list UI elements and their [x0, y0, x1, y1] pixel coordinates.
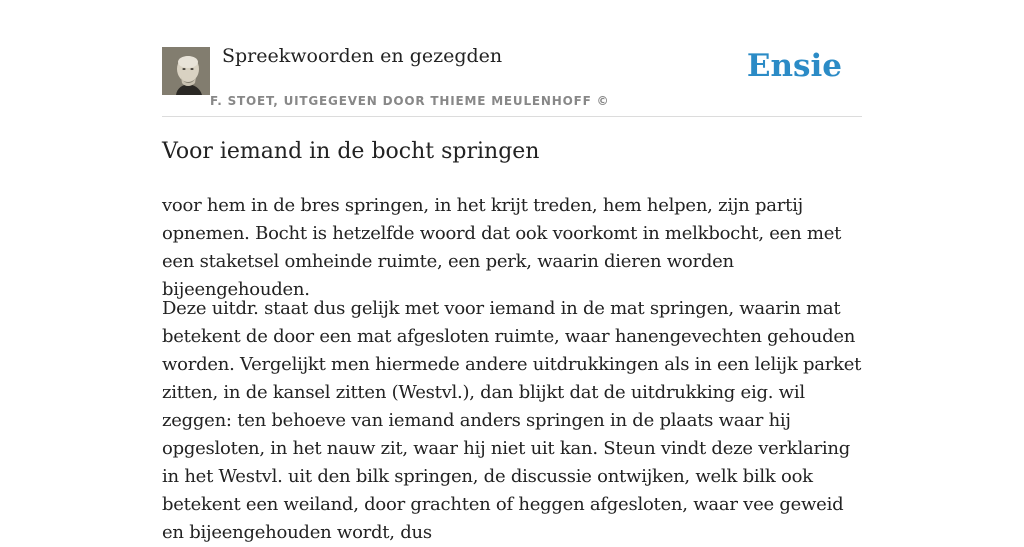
header	[162, 0, 862, 117]
portrait-image	[162, 47, 210, 95]
book-title[interactable]: Spreekwoorden en gezegden	[222, 45, 503, 67]
book-source: F. STOET, UITGEGEVEN DOOR THIEME MEULENHOFF ©	[210, 94, 610, 108]
ensie-logo[interactable]: Ensie	[746, 48, 842, 84]
author-avatar[interactable]	[162, 47, 210, 95]
entry-title: Voor iemand in de bocht springen	[162, 139, 540, 164]
content-container	[162, 0, 862, 543]
entry-paragraph: voor hem in de bres springen, in het krijt treden, hem helpen, zijn partij opnemen. Bocht is hetzelfde woord dat ook voorkomt in melkbocht, een met een staketsel omheinde ruimte, een perk, waarin dieren worden bijeengehouden.	[162, 195, 842, 300]
entry-paragraph: Deze uitdr. staat dus gelijk met voor iemand in de mat springen, waarin mat betekent de door een mat afgesloten ruimte, waar hanengevechten gehouden worden. Vergelijkt men hiermede andere uitdrukkingen als in een lelijk parket zitten, in de kansel zitten (Westvl.), dan blijkt dat de uitdrukking eig. wil zeggen: ten behoeve van iemand anders springen in de plaats waar hij opgesloten, in het nauw zit, waar hij niet uit kan. Steun vindt deze verklaring in het Westvl. uit den bilk springen, de discussie ontwijken, welk bilk ook betekent een weiland, door grachten of heggen afgesloten, waar vee geweid en bijeengehouden wordt, dus	[162, 298, 862, 543]
